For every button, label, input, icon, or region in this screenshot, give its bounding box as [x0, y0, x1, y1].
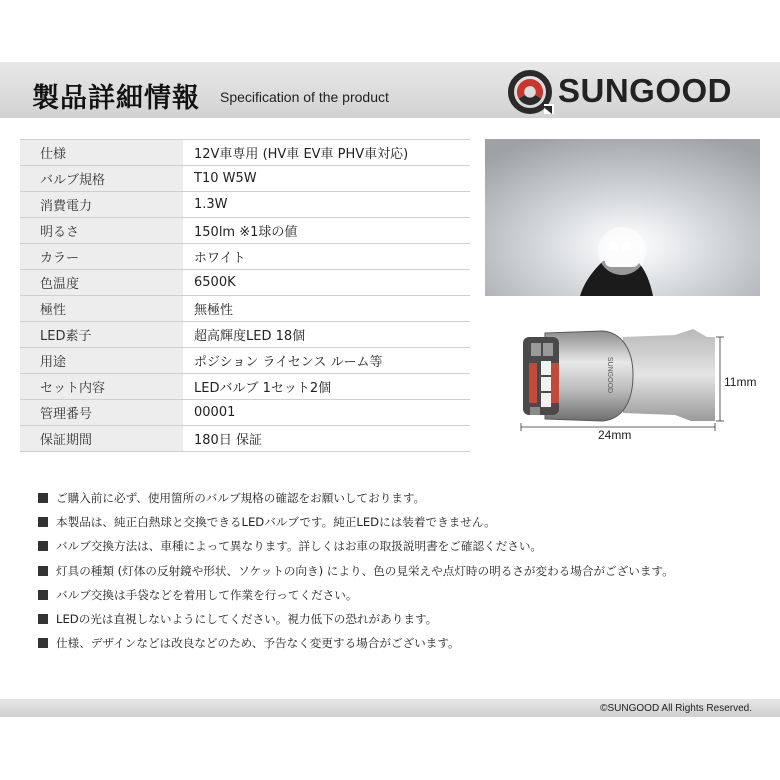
- spec-row: [20, 400, 470, 426]
- spec-value: 00001: [183, 400, 470, 426]
- spec-label: 仕様: [20, 140, 183, 166]
- spec-label: 消費電力: [20, 192, 183, 218]
- spec-value: 12V車専用 (HV車 EV車 PHV車対応): [183, 140, 470, 166]
- spec-row: [20, 374, 470, 400]
- spec-row: [20, 322, 470, 348]
- spec-value: 無極性: [183, 296, 470, 322]
- spec-value: LEDバルブ 1セット2個: [183, 374, 470, 400]
- caution-text: 本製品は、純正白熱球と交換できるLEDバルブです。純正LEDには装着できません。: [56, 515, 496, 530]
- caution-text: バルブ交換方法は、車種によって異なります。詳しくはお車の取扱説明書をご確認ください。: [56, 539, 543, 554]
- spec-value: 6500K: [183, 270, 470, 296]
- spec-value: 1.3W: [183, 192, 470, 218]
- lit-bulb-photo: [485, 139, 760, 296]
- spec-value: 150lm ※1球の値: [183, 218, 470, 244]
- width-dimension-label: 24mm: [598, 428, 632, 442]
- caution-item: [38, 607, 674, 631]
- spec-row: [20, 244, 470, 270]
- spec-row: [20, 426, 470, 452]
- caution-list: [38, 486, 674, 655]
- spec-table: [20, 139, 470, 452]
- bullet-square-icon: [38, 614, 48, 624]
- spec-label: カラー: [20, 244, 183, 270]
- spec-label: 色温度: [20, 270, 183, 296]
- spec-row: [20, 218, 470, 244]
- caution-text: バルブ交換は手袋などを着用して作業を行ってください。: [56, 587, 358, 602]
- spec-value: 超高輝度LED 18個: [183, 322, 470, 348]
- spec-row: [20, 166, 470, 192]
- brand-wordmark: SUNGOOD: [558, 72, 733, 109]
- spec-label: バルブ規格: [20, 166, 183, 192]
- spec-value: T10 W5W: [183, 166, 470, 192]
- bullet-square-icon: [38, 517, 48, 527]
- spec-row: [20, 270, 470, 296]
- spec-label: 保証期間: [20, 426, 183, 452]
- bullet-square-icon: [38, 541, 48, 551]
- caution-item: [38, 559, 674, 583]
- spec-row: [20, 192, 470, 218]
- bullet-square-icon: [38, 638, 48, 648]
- caution-item: [38, 486, 674, 510]
- spec-value: ポジション ライセンス ルーム等: [183, 348, 470, 374]
- page-title: 製品詳細情報: [32, 83, 200, 114]
- spec-label: LED素子: [20, 322, 183, 348]
- bullet-square-icon: [38, 566, 48, 576]
- spec-label: 極性: [20, 296, 183, 322]
- brand-emblem-icon: [511, 73, 554, 114]
- spec-label: 明るさ: [20, 218, 183, 244]
- bulb-marking: SUNGOOD: [606, 356, 613, 394]
- spec-row: [20, 140, 470, 166]
- caution-text: ご購入前に必ず、使用箇所のバルブ規格の確認をお願いしております。: [56, 491, 426, 506]
- height-dimension-label: 11mm: [724, 375, 757, 389]
- spec-row: [20, 348, 470, 374]
- caution-item: [38, 510, 674, 534]
- caution-text: 灯具の種類 (灯体の反射鏡や形状、ソケットの向き) により、色の見栄えや点灯時の明るさが変わる場合がございます。: [56, 563, 674, 578]
- bulb-dimension-diagram: [515, 323, 730, 438]
- caution-item: [38, 534, 674, 558]
- spec-row: [20, 296, 470, 322]
- spec-value: ホワイト: [183, 244, 470, 270]
- spec-label: 管理番号: [20, 400, 183, 426]
- caution-item: [38, 631, 674, 655]
- spec-label: セット内容: [20, 374, 183, 400]
- caution-item: [38, 583, 674, 607]
- spec-label: 用途: [20, 348, 183, 374]
- caution-text: 仕様、デザインなどは改良などのため、予告なく変更する場合がございます。: [56, 636, 460, 651]
- bullet-square-icon: [38, 493, 48, 503]
- copyright-text: ©SUNGOOD All Rights Reserved.: [600, 703, 752, 714]
- caution-text: LEDの光は直視しないようにしてください。視力低下の恐れがあります。: [56, 612, 438, 627]
- page-subtitle: Specification of the product: [220, 89, 389, 105]
- bullet-square-icon: [38, 590, 48, 600]
- spec-value: 180日 保証: [183, 426, 470, 452]
